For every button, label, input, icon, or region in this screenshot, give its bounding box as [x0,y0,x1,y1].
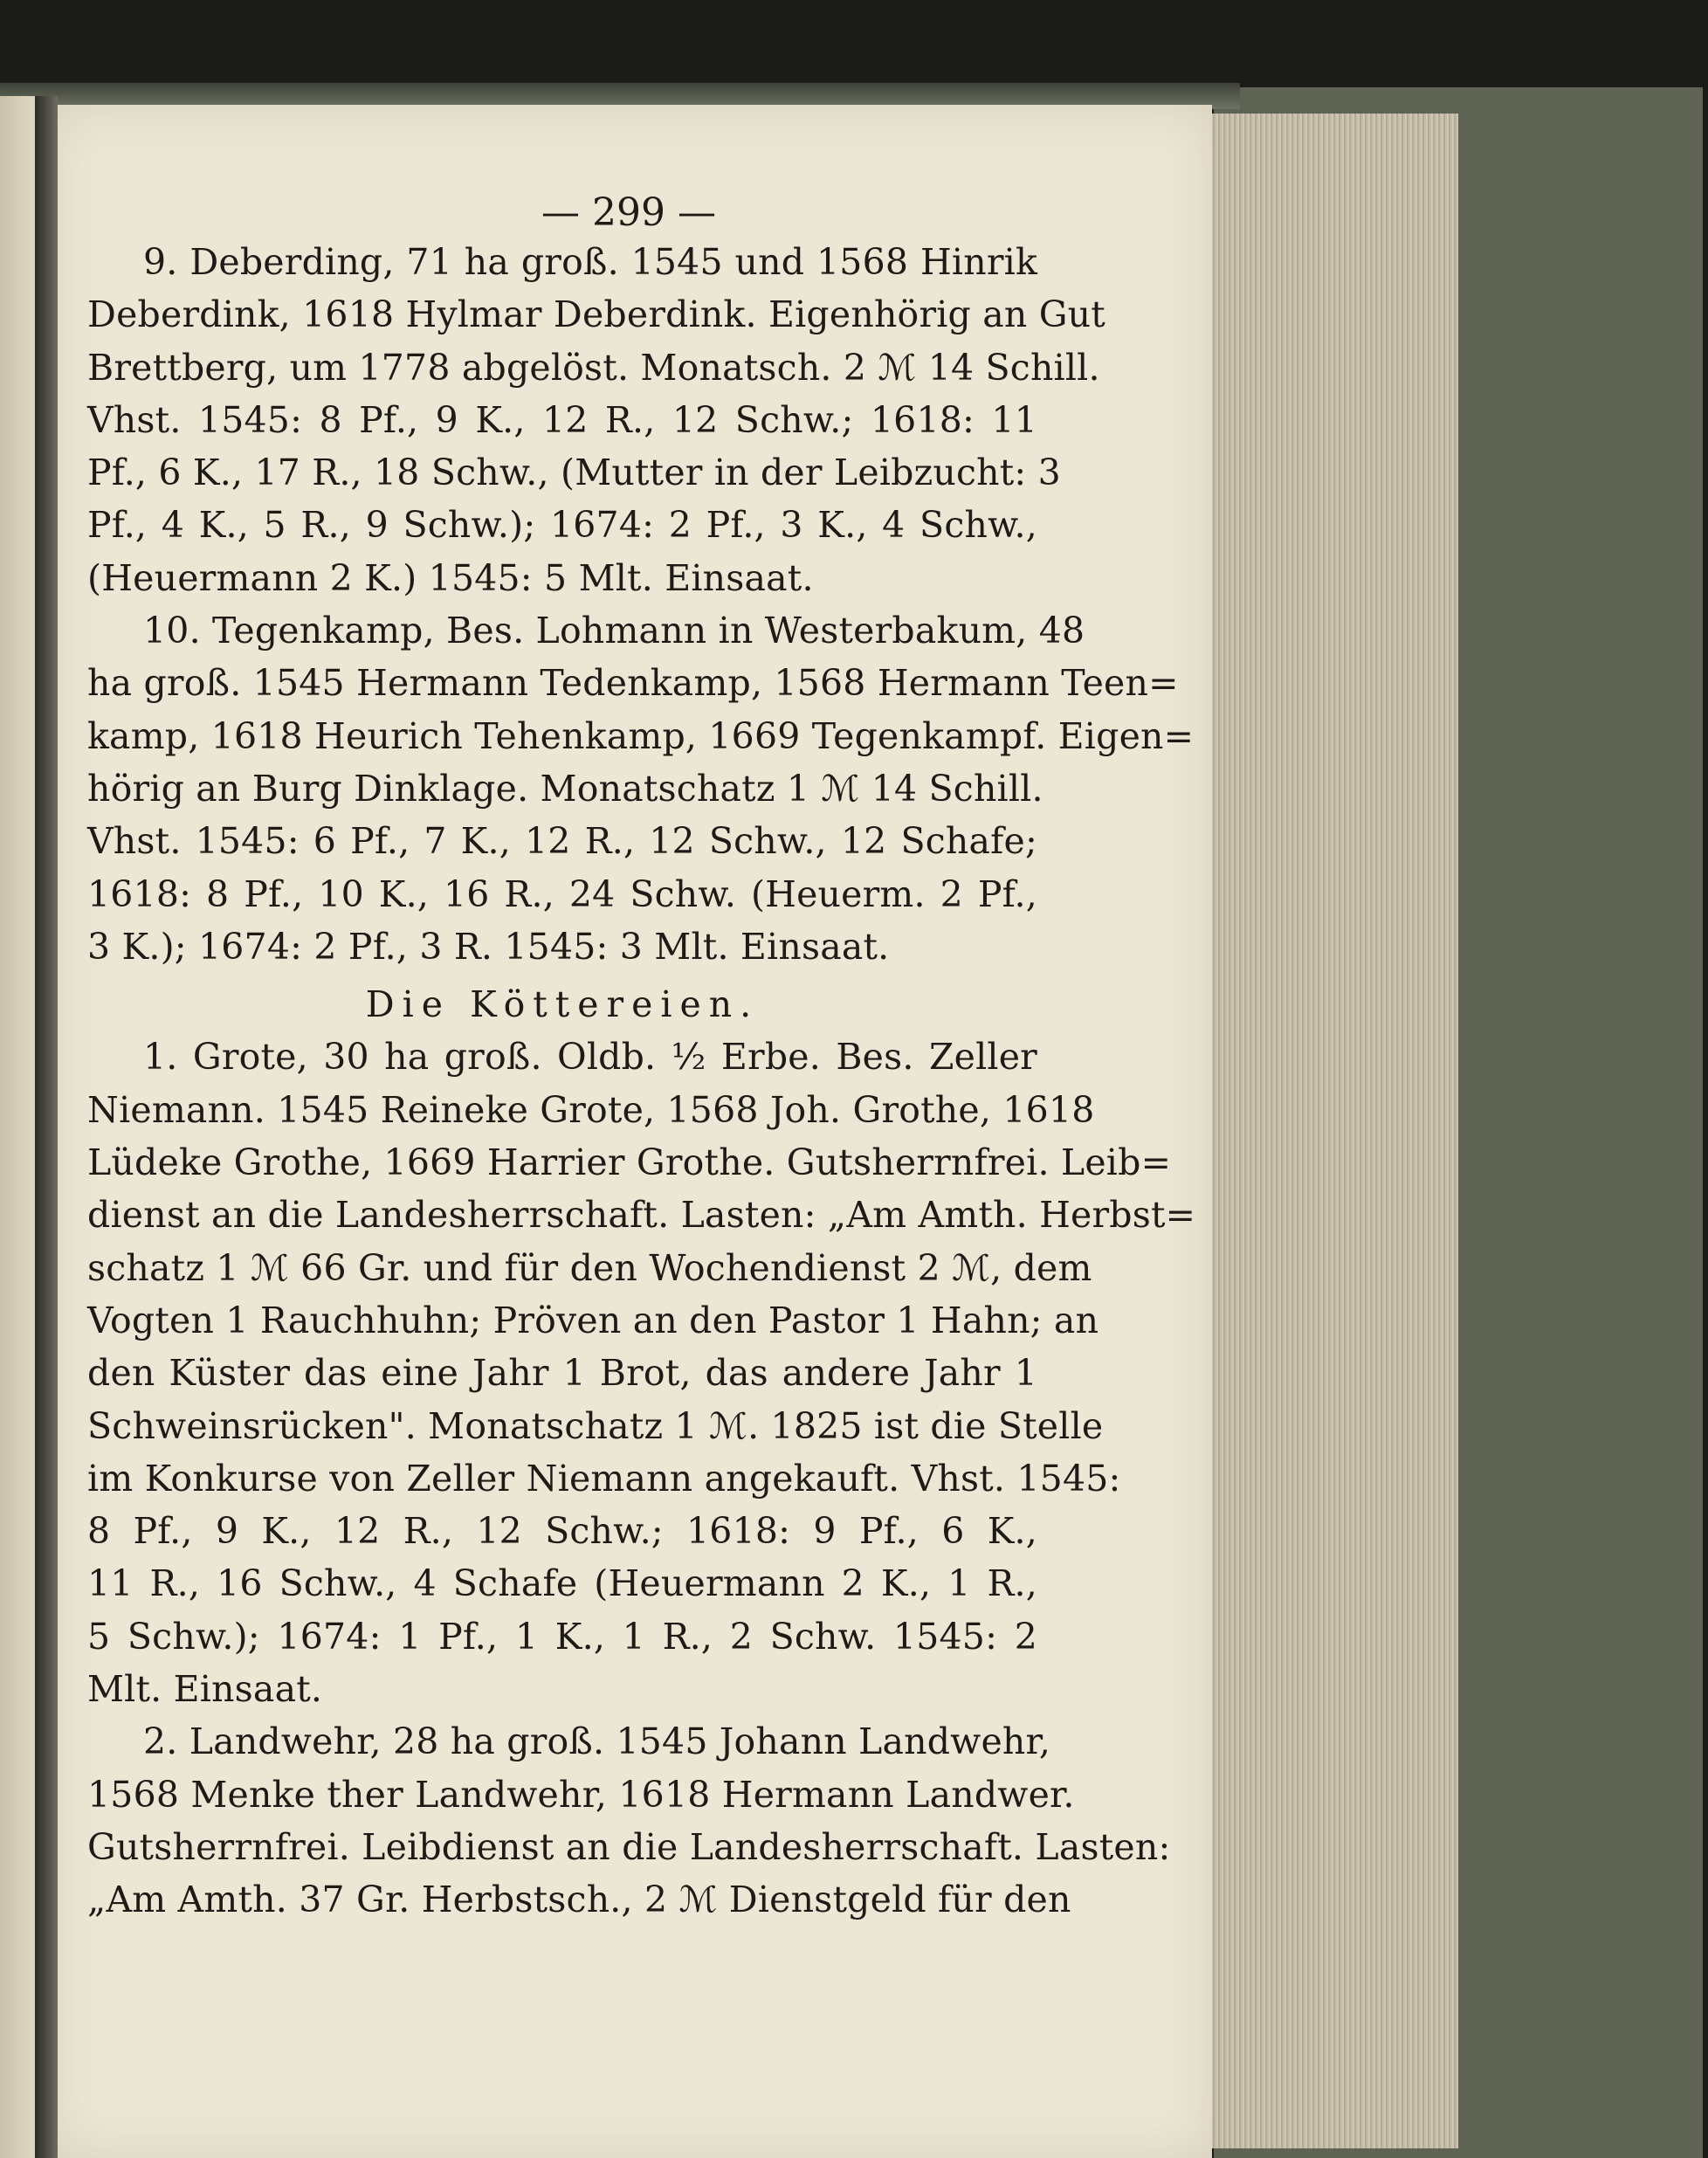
page-text [87,185,1196,1927]
entry-tegenkamp [87,604,1195,973]
text-line: 5 Schw.); 1674: 1 Pf., 1 K., 1 R., 2 Schw. 1545: 2 [87,1615,1037,1658]
text-line: 1618: 8 Pf., 10 K., 16 R., 24 Schw. (Heuerm. 2 Pf., [87,872,1037,915]
text-line: Pf., 4 K., 5 R., 9 Schw.); 1674: 2 Pf., 3 K., 4 Schw., [87,504,1037,547]
text-line: den Küster das eine Jahr 1 Brot, das andere Jahr 1 [87,1352,1037,1395]
text-line: Vhst. 1545: 8 Pf., 9 K., 12 R., 12 Schw.; 1618: 11 [87,398,1037,441]
text-line: Niemann. 1545 Reineke Grote, 1568 Joh. Grothe, 1618 [87,1088,1095,1131]
text-line: 10. Tegenkamp, Bes. Lohmann in Westerbakum, 48 [143,610,1085,652]
text-line: 3 K.); 1674: 2 Pf., 3 R. 1545: 3 Mlt. Einsaat. [87,925,890,968]
page-stack-fore-edge [1205,114,1458,2148]
entry-landwehr [87,1715,1171,1926]
text-line: Vhst. 1545: 6 Pf., 7 K., 12 R., 12 Schw., 12 Schafe; [87,820,1037,863]
text-line: schatz 1 ℳ 66 Gr. und für den Wochendienst 2 ℳ, dem [87,1246,1092,1289]
text-line: Brettberg, um 1778 abgelöst. Monatsch. 2 ℳ 14 Schill. [87,346,1100,389]
text-line: Pf., 6 K., 17 R., 18 Schw., (Mutter in der Leibzucht: 3 [87,452,1061,494]
gutter-shadow [35,96,58,2158]
text-line: 1. Grote, 30 ha groß. Oldb. ½ Erbe. Bes. Zeller [143,1036,1037,1079]
text-line: dienst an die Landesherrschaft. Lasten: „Am Amth. Herbst= [87,1194,1196,1237]
text-line: Deberdink, 1618 Hylmar Deberdink. Eigenhörig an Gut [87,293,1105,336]
entry-deberding [87,236,1105,604]
page-number: — 299 — [541,190,716,235]
text-line: (Heuermann 2 K.) 1545: 5 Mlt. Einsaat. [87,556,814,599]
text-line: Lüdeke Grothe, 1669 Harrier Grothe. Gutsherrnfrei. Leib= [87,1141,1172,1184]
text-line: hörig an Burg Dinklage. Monatschatz 1 ℳ 14 Schill. [87,767,1043,810]
text-line: Mlt. Einsaat. [87,1668,323,1711]
text-line: im Konkurse von Zeller Niemann angekauft. Vhst. 1545: [87,1457,1121,1500]
text-line: 9. Deberding, 71 ha groß. 1545 und 1568 Hinrik [143,241,1037,283]
text-line: 8 Pf., 9 K., 12 R., 12 Schw.; 1618: 9 Pf., 6 K., [87,1510,1037,1553]
text-line: 2. Landwehr, 28 ha groß. 1545 Johann Landwehr, [143,1720,1051,1763]
section-heading: Die Köttereien. [365,983,760,1026]
text-line: „Am Amth. 37 Gr. Herbstsch., 2 ℳ Dienstgeld für den [87,1879,1071,1921]
text-line: ha groß. 1545 Hermann Tedenkamp, 1568 Hermann Teen= [87,662,1179,705]
text-line: Gutsherrnfrei. Leibdienst an die Landesherrschaft. Lasten: [87,1825,1171,1868]
text-line: Schweinsrücken". Monatschatz 1 ℳ. 1825 ist die Stelle [87,1404,1104,1447]
text-line: 1568 Menke ther Landwehr, 1618 Hermann Landwer. [87,1773,1075,1816]
entry-grote [87,1031,1196,1715]
text-line: kamp, 1618 Heurich Tehenkamp, 1669 Tegenkampf. Eigen= [87,714,1195,757]
text-line: Vogten 1 Rauchhuhn; Pröven an den Pastor 1 Hahn; an [87,1299,1099,1341]
text-line: 11 R., 16 Schw., 4 Schafe (Heuermann 2 K., 1 R., [87,1562,1037,1605]
